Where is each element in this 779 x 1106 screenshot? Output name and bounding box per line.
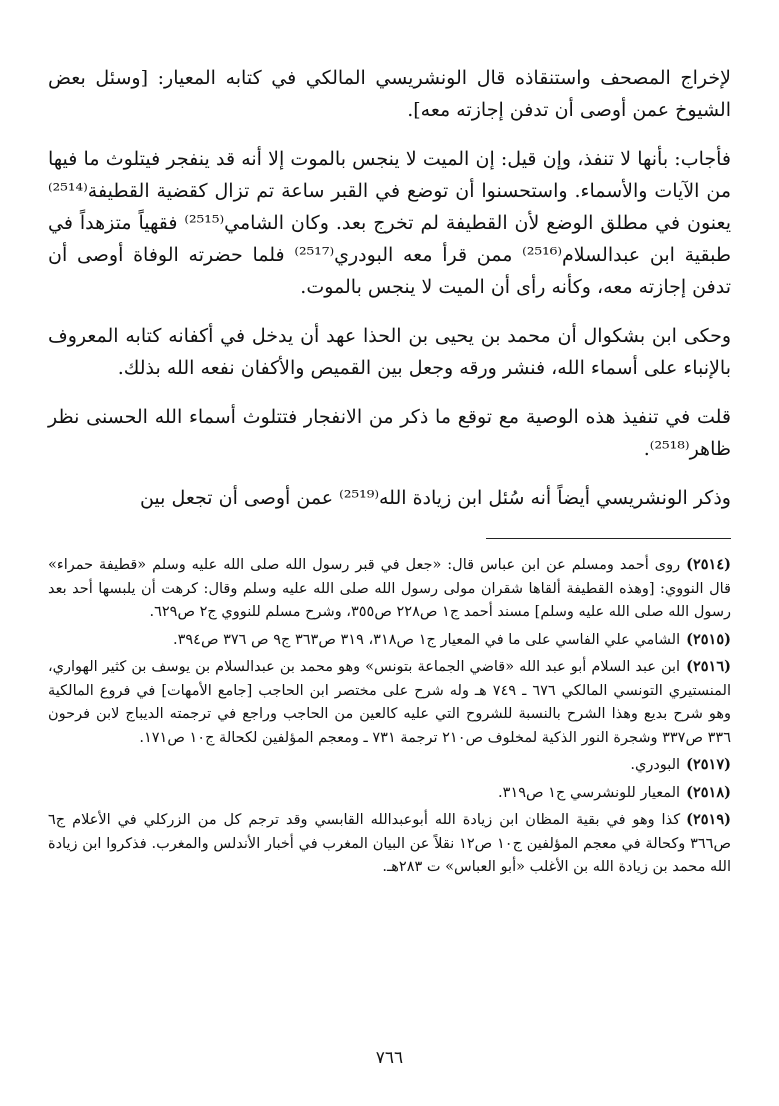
footnote-text: ابن عبد السلام أبو عبد الله «قاضي الجماعة بتونس» وهو محمد بن عبدالسلام بن يوسف بن كثير الهواري، المنستيري التونسي المالكي ٦٧٦ ـ ٧٤٩ هـ وله شرح على مختصر ابن الحاجب [جامع الأمهات] في فروع المالكية وهو شرح بديع وهذا الشرح بالنسبة للشروح التي عليه كالعين من الحاجب وراجع في ترجمته الديباج لابن فرحون ٣٣٦ ص٣٣٧ وشجرة النور الذكية لمخلوف ص٢١٠ ترجمة ٧٣١ ـ ومعجم المؤلفين لكحالة ج١٠ ص١٧١. [48, 659, 731, 746]
footnote-number: (٢٥١٥) [686, 630, 731, 648]
footnote [48, 628, 731, 653]
paragraph: وحكى ابن بشكوال أن محمد بن يحيى بن الحذا عهد أن يدخل في أكفانه كتابه المعروف بالإنباء على أسماء الله، فنشر ورقه وجعل بين القميص والأكفان نفعه الله بذلك. [48, 325, 731, 379]
page-number: ٧٦٦ [375, 1048, 404, 1068]
footnote-number: (٢٥١٦) [686, 658, 731, 675]
footnote-text: البودري. [630, 757, 681, 773]
footnote-number: (٢٥١٤) [686, 556, 731, 573]
footnote [48, 655, 731, 750]
footnote [48, 553, 731, 625]
footnote-text: روى أحمد ومسلم عن ابن عباس قال: «جعل في قبر رسول الله صلى الله عليه وسلم «قطيفة حمراء» قال النووي: [وهذه القطيفة ألقاها شقران مولى رسول الله صلى الله عليه وسلم وقال: كرهت أن يلبسها أحد بعد رسول الله صلى الله عليه وسلم] مسند أحمد ج١ ص٢٢٨ ص٣٥٥، وشرح مسلم للنووي ج٢ ص٦٢٩. [48, 557, 731, 620]
paragraph: فأجاب: بأنها لا تنفذ، وإن قيل: إن الميت لا ينجس بالموت إلا أنه قد ينفجر فيتلوث ما فيها من الآيات والأسماء. واستحسنوا أن توضع في القبر ساعة تم تزال كقضية القطيفة⁽²⁵¹⁴⁾ يعنون في مطلق الوضع لأن القطيفة لم تخرج بعد. وكان الشامي⁽²⁵¹⁵⁾ فقهياً متزهداً في طبقية ابن عبدالسلام⁽²⁵¹⁶⁾ ممن قرأ معه البودري⁽²⁵¹⁷⁾ فلما حضرته الوفاة أوصى أن تدفن إجازته معه، وكأنه رأى أن الميت لا ينجس بالموت. [48, 148, 732, 298]
paragraph: قلت في تنفيذ هذه الوصية مع توقع ما ذكر من الانفجار فتتلوث أسماء الله الحسنى نظر ظاهر⁽²⁵¹⁸⁾. [48, 406, 731, 460]
footnote-number: (٢٥١٩) [686, 811, 731, 828]
footnote-number: (٢٥١٧) [686, 756, 731, 773]
footnote [48, 781, 731, 806]
paragraph: وذكر الونشريسي أيضاً أنه سُئل ابن زيادة الله⁽²⁵¹⁹⁾ عمن أوصى أن تجعل بين [139, 487, 731, 509]
footnote-text: الشامي علي الفاسي على ما في المعيار ج١ ص٣١٨، ٣١٩ ص٣٦٣ ج٩ ص ٣٧٦ ص٣٩٤. [172, 631, 681, 648]
paragraph: لإخراج المصحف واستنقاذه قال الونشريسي المالكي في كتابه المعيار: [وسئل بعض الشيوخ عمن أوصى أن تدفن إجازته معه]. [48, 67, 731, 121]
footnotes [48, 553, 731, 880]
footnote [48, 808, 731, 880]
footnote-divider [486, 538, 731, 539]
main-text [48, 62, 731, 514]
footnote-number: (٢٥١٨) [686, 783, 731, 801]
footnote-text: المعيار للونشرسي ج١ ص٣١٩. [498, 784, 681, 801]
footnote-text: كذا وهو في بقية المظان ابن زيادة الله أبوعبدالله القابسي وقد ترجم كل من الزركلي في الأعلام ج٦ ص٣٦٦ وكحالة في معجم المؤلفين ج١٠ ص١٢ نقلاً عن البيان المغرب في أخبار الأندلس والمغرب. فذكروا ابن زيادة الله محمد بن زيادة الله بن الأغلب «أبو العباس» ت ٢٨٣هـ. [48, 812, 732, 875]
footnote [48, 753, 731, 778]
